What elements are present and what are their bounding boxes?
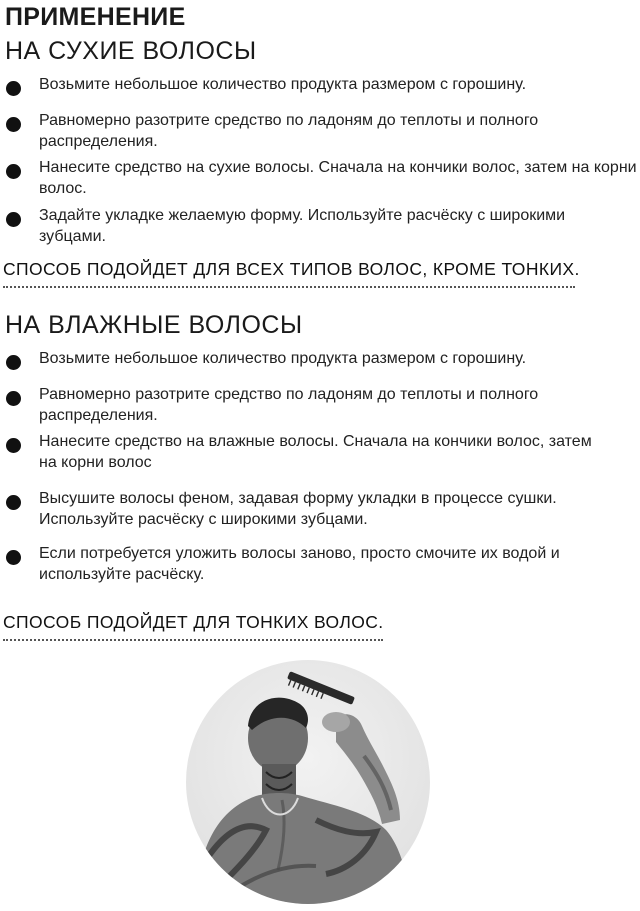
list-item-text: Высушите волосы феном, задавая форму укладки в процессе сушки. Используйте расчёску с широкими зубцами. [39,490,557,528]
list-item-text: Возьмите небольшое количество продукта размером с горошину. [39,350,527,367]
page-title: ПРИМЕНЕНИЕ [5,3,186,31]
list-item-text: Нанесите средство на влажные волосы. Сначала на кончики волос, затем на корни волос [39,433,592,471]
dotted-divider [3,286,575,288]
bullet-dot-icon [6,438,21,453]
man-silhouette-icon [186,660,430,904]
dry-note: СПОСОБ ПОДОЙДЕТ ДЛЯ ВСЕХ ТИПОВ ВОЛОС, КРОМЕ ТОНКИХ. [3,259,580,279]
dotted-divider [3,639,383,641]
wet-section-heading: НА ВЛАЖНЫЕ ВОЛОСЫ [5,311,303,339]
list-item-text: Задайте укладке желаемую форму. Используйте расчёску с широкими зубцами. [39,207,566,245]
wet-note: СПОСОБ ПОДОЙДЕТ ДЛЯ ТОНКИХ ВОЛОС. [3,612,384,632]
list-item-text: Возьмите небольшое количество продукта размером с горошину. [39,76,527,93]
bullet-dot-icon [6,117,21,132]
man-combing-hair-photo [186,660,430,904]
bullet-dot-icon [6,212,21,227]
bullet-dot-icon [6,164,21,179]
bullet-dot-icon [6,355,21,370]
bullet-dot-icon [6,81,21,96]
bullet-dot-icon [6,550,21,565]
list-item-text: Если потребуется уложить волосы заново, просто смочите их водой и используйте расчёску. [39,545,560,583]
bullet-dot-icon [6,495,21,510]
bullet-dot-icon [6,391,21,406]
list-item-text: Равномерно разотрите средство по ладоням до теплоты и полного распределения. [39,112,539,150]
dry-section-heading: НА СУХИЕ ВОЛОСЫ [5,37,257,65]
list-item-text: Равномерно разотрите средство по ладоням до теплоты и полного распределения. [39,386,539,424]
comb-icon [287,671,355,705]
list-item-text: Нанесите средство на сухие волосы. Сначала на кончики волос, затем на корни волос. [39,159,637,197]
